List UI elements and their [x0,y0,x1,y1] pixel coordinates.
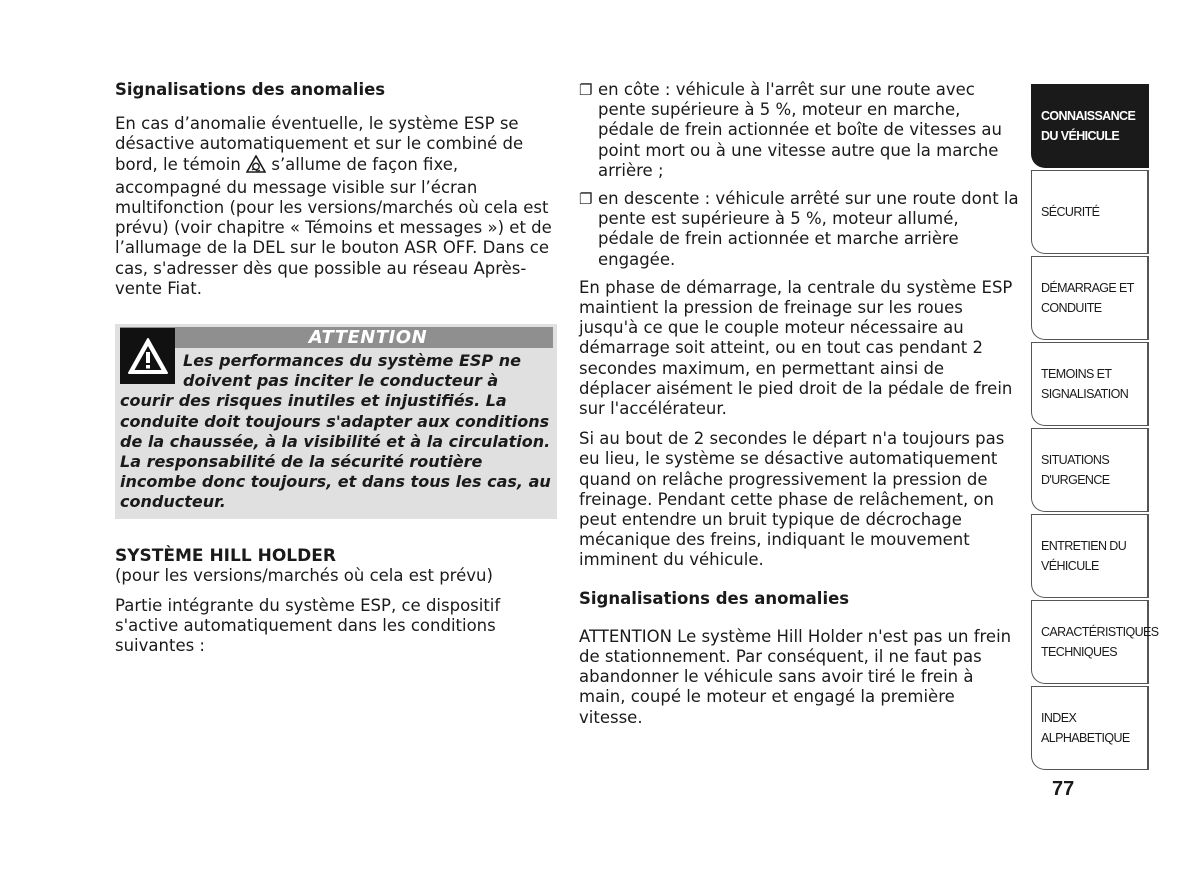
attention-text: Les performances du système ESP ne doivent pas inciter le conducteur à courir des risques inutiles et injustifiés. La conduite doit toujours s'adapter aux conditions de la chaussée, à la visibilité et à la circulation. La responsabilité de la sécurité routière incombe donc toujours, et dans tous les cas, au conducteur. [120,351,551,512]
hill-holder-subtitle: (pour les versions/marchés où cela est prévu) [115,565,493,585]
checkbox-bullet-icon: ❐ [579,190,593,209]
tab-connaissance-du-vehicule[interactable] [1031,84,1149,168]
hill-holder-title: SYSTÈME HILL HOLDER [115,545,336,566]
tab-entretien-du-vehicule[interactable] [1031,514,1149,598]
esp-warning-telltale-icon [246,155,266,178]
hill-holder-attention-paragraph: ATTENTION Le système Hill Holder n'est pas un frein de stationnement. Par conséquent, il ne faut pas abandonner le véhicule sans avoir tiré le frein à main, coupé le moteur et engagé la première vitesse. [579,626,1012,727]
tab-temoins-et-signalisation[interactable] [1031,342,1149,426]
page-number: 77 [1052,778,1075,800]
tab-label: TEMOINS ET SIGNALISATION [1041,367,1129,401]
tab-label: DÉMARRAGE ET CONDUITE [1041,281,1134,315]
startup-paragraph: En phase de démarrage, la centrale du système ESP maintient la pression de freinage sur les roues jusqu'à ce que le couple moteur nécessaire au démarrage soit atteint, ou en tout cas pendant 2 secondes maximum, en permettant ainsi de déplacer aisément le pied droit de la pédale de frein sur l'accélérateur. [579,277,1013,419]
release-paragraph: Si au bout de 2 secondes le départ n'a toujours pas eu lieu, le système se désactive automatiquement quand on relâche progressivement la pression de freinage. Pendant cette phase de relâchement, on peut entendre un bruit typique de décrochage mécanique des freins, indiquant le mouvement imminent du véhicule. [579,429,1005,570]
anomalies-paragraph-part1: En cas d’anomalie éventuelle, le système ESP se désactive automatiquement et sur le combiné de bord, le témoin [115,114,524,174]
attention-warning-box [115,324,557,519]
tab-index-alphabetique[interactable] [1031,686,1149,770]
tab-label: CARACTÉRISTIQUES TECHNIQUES [1041,625,1159,659]
list-item-text: en côte : véhicule à l'arrêt sur une route avec pente supérieure à 5 %, moteur en marche, pédale de frein actionnée et boîte de vitesses au point mort ou à une vitesse autre que la marche arrière ; [598,80,1003,180]
list-item [579,189,1019,270]
tab-label: CONNAISSANCE DU VÉHICULE [1041,109,1136,143]
tab-situations-d-urgence[interactable] [1031,428,1149,512]
list-item-text: en descente : véhicule arrêté sur une route dont la pente est supérieure à 5 %, moteur allumé, pédale de frein actionnée et marche arrière engagée. [598,189,1019,269]
anomalies-paragraph-part2: s’allume de façon fixe, accompagné du message visible sur l’écran multifonction (pour les versions/marchés où cela est prévu) (voir chapitre « Témoins et messages ») et de l’allumage de la DEL sur le bouton ASR OFF. Dans ce cas, s'adresser dès que possible au réseau Après-vente Fiat. [115,154,552,298]
tab-demarrage-et-conduite[interactable] [1031,256,1149,340]
checkbox-bullet-icon: ❐ [579,81,593,99]
warning-triangle-icon [120,328,175,384]
anomalies-paragraph [115,114,557,299]
tab-label: SÉCURITÉ [1041,205,1100,219]
tab-label: ENTRETIEN DU VÉHICULE [1041,539,1127,573]
list-item [579,80,1019,181]
tab-securite[interactable] [1031,170,1149,254]
tab-label: INDEX ALPHABETIQUE [1041,711,1130,745]
section-heading-anomalies: Signalisations des anomalies [115,80,386,99]
tab-caracteristiques-techniques[interactable] [1031,600,1159,684]
left-column [115,80,557,657]
tab-label: SITUATIONS D'URGENCE [1041,453,1110,487]
chapter-tabs [1031,84,1159,772]
attention-title: ATTENTION [120,327,553,348]
section-heading-anomalies-2: Signalisations des anomalies [579,588,850,608]
hill-holder-paragraph: Partie intégrante du système ESP, ce dispositif s'active automatiquement dans les conditions suivantes : [115,596,501,656]
middle-column [579,80,1019,728]
